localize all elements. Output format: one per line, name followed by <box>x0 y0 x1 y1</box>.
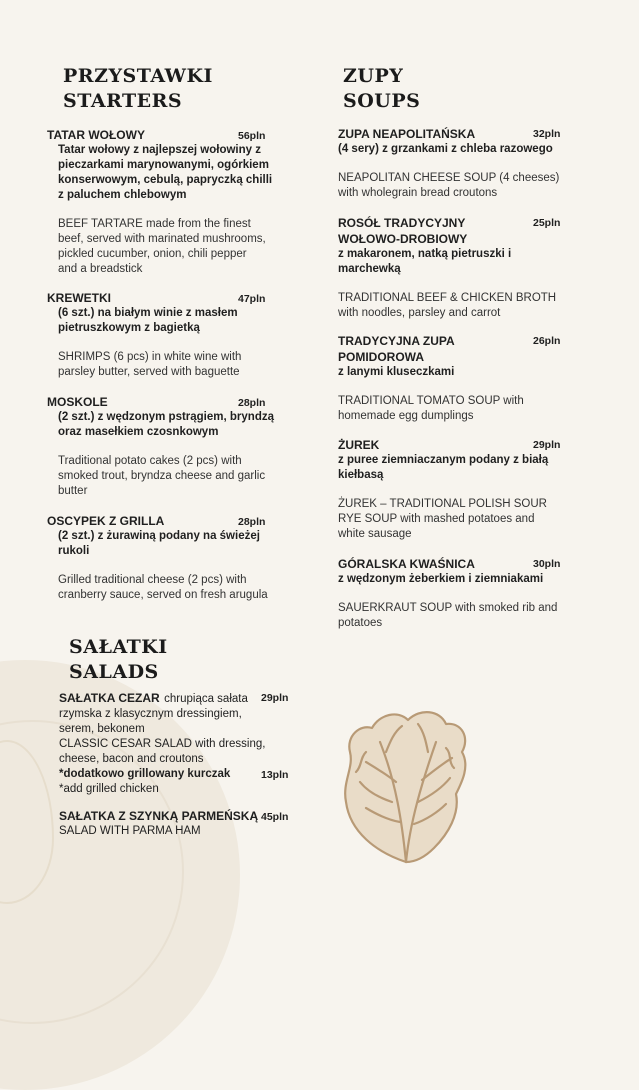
item-name-line2: WOŁOWO-DROBIOWY <box>338 232 468 246</box>
starters-heading <box>63 64 213 114</box>
item-name: ZUPA NEAPOLITAŃSKA <box>338 127 476 141</box>
item-name-line2: POMIDOROWA <box>338 350 424 364</box>
menu-item-pomidorowa <box>338 333 588 424</box>
item-price: 45pln <box>261 811 289 823</box>
starters-heading-pl: PRZYSTAWKI <box>63 65 213 87</box>
item-price: 28pln <box>238 397 266 409</box>
starters-heading-en: STARTERS <box>63 90 183 112</box>
item-price: 29pln <box>261 692 289 704</box>
extra-option-pl: *dodatkowo grillowany kurczak <box>59 768 231 780</box>
menu-item-cezar: SAŁATKA CEZAR chrupiąca sałata 29pln rzymska z klasycznym dressingiem, serem, bekonem CLASSIC CESAR SALAD with dressing, cheese, bacon and croutons *dodatkowo grillowany kurczak 13pln *add grilled chicken <box>59 689 299 797</box>
extra-option-price: 13pln <box>261 769 289 781</box>
item-name: KREWETKI <box>47 291 111 305</box>
item-description-inline: chrupiąca sałata <box>164 693 248 705</box>
item-description-en: BEEF TARTARE made from the finest beef, served with marinated mushrooms, pickled cucumber, onion, chili pepper and a breadstick <box>58 218 266 275</box>
menu-item-moskole <box>47 394 297 499</box>
item-name: ŻUREK <box>338 438 380 452</box>
item-name: ROSÓŁ TRADYCYJNY <box>338 216 466 230</box>
lettuce-illustration-icon <box>336 702 474 870</box>
menu-item-kwasnica <box>338 556 588 631</box>
item-description-en: SAUERKRAUT SOUP with smoked rib and potatoes <box>338 602 558 629</box>
item-description-pl: z puree ziemniaczanym podany z białą kiełbasą <box>338 454 549 481</box>
item-description-pl: z makaronem, natką pietruszki i marchewką <box>338 248 512 275</box>
item-name: SAŁATKA Z SZYNKĄ PARMEŃSKĄ <box>59 809 259 823</box>
salads-heading-en: SALADS <box>69 661 159 683</box>
item-description-en: TRADITIONAL BEEF & CHICKEN BROTH with noodles, parsley and carrot <box>338 292 557 319</box>
item-description-pl: z lanymi kluseczkami <box>338 366 455 378</box>
item-description-pl: z wędzonym żeberkiem i ziemniakami <box>338 573 544 585</box>
soups-heading-pl: ZUPY <box>343 65 404 87</box>
item-name: SAŁATKA CEZAR <box>59 691 160 705</box>
menu-item-parma <box>59 808 299 839</box>
item-name: OSCYPEK Z GRILLA <box>47 514 165 528</box>
menu-item-rosol <box>338 215 588 321</box>
item-description-pl: Tatar wołowy z najlepszej wołowiny z pieczarkami marynowanymi, ogórkiem konserwowym, cebulą, papryczką chilli z paluchem chlebowym <box>58 144 273 201</box>
item-price: 25pln <box>533 217 561 229</box>
item-price: 26pln <box>533 335 561 347</box>
item-description-en: Traditional potato cakes (2 pcs) with smoked trout, bryndza cheese and garlic butter <box>58 455 266 497</box>
soups-heading-en: SOUPS <box>343 90 421 112</box>
menu-item-zupa-neapolitanska <box>338 126 588 201</box>
item-description-en: Grilled traditional cheese (2 pcs) with cranberry sauce, served on fresh arugula <box>58 574 268 601</box>
menu-item-tatar <box>47 127 297 277</box>
item-name: MOSKOLE <box>47 395 108 409</box>
item-price: 32pln <box>533 128 561 140</box>
item-price: 30pln <box>533 558 561 570</box>
item-description-pl: (2 szt.) z żurawiną podany na świeżej rukoli <box>58 530 260 557</box>
item-name: GÓRALSKA KWAŚNICA <box>338 557 475 571</box>
menu-item-zurek <box>338 437 588 542</box>
item-description-en: TRADITIONAL TOMATO SOUP with homemade egg dumplings <box>338 395 524 422</box>
item-description-pl: (4 sery) z grzankami z chleba razowego <box>338 143 553 155</box>
item-price: 29pln <box>533 439 561 451</box>
item-description-en: SALAD WITH PARMA HAM <box>59 825 201 837</box>
item-price: 47pln <box>238 293 266 305</box>
menu-item-oscypek <box>47 513 297 603</box>
item-description-en: SHRIMPS (6 pcs) in white wine with parsley butter, served with baguette <box>58 351 242 378</box>
item-name: TATAR WOŁOWY <box>47 128 145 142</box>
item-description-pl: (6 szt.) na białym winie z masłem pietruszkowym z bagietką <box>58 307 238 334</box>
item-price: 28pln <box>238 516 266 528</box>
soups-heading <box>343 64 420 114</box>
extra-option-en: *add grilled chicken <box>59 783 159 795</box>
item-price: 56pln <box>238 130 266 142</box>
item-description-en: NEAPOLITAN CHEESE SOUP (4 cheeses) with wholegrain bread croutons <box>338 172 560 199</box>
item-name: TRADYCYJNA ZUPA <box>338 334 455 348</box>
item-description-en: ŻUREK – TRADITIONAL POLISH SOUR RYE SOUP with mashed potatoes and white sausage <box>338 498 547 540</box>
salads-heading <box>69 635 168 685</box>
item-description-pl: (2 szt.) z wędzonym pstrągiem, bryndzą oraz masełkiem czosnkowym <box>58 411 274 438</box>
menu-item-krewetki <box>47 290 297 380</box>
salads-heading-pl: SAŁATKI <box>69 636 168 658</box>
